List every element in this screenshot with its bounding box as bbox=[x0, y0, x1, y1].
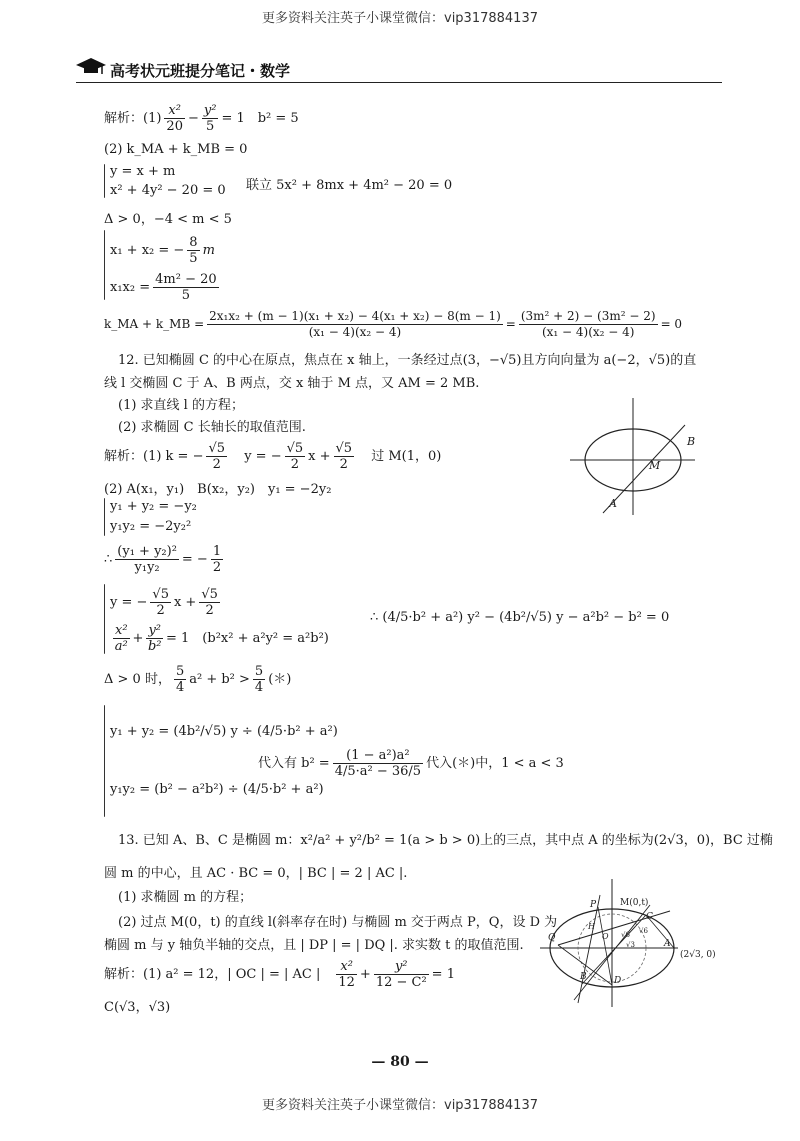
brace bbox=[104, 498, 105, 536]
q13-sol-2: C(√3，√3) bbox=[104, 1000, 171, 1015]
q12-sol-2: (2) A(x₁，y₁) B(x₂，y₂) y₁ = −2y₂ bbox=[104, 482, 332, 497]
prev-delta: Δ > 0，−4 < m < 5 bbox=[104, 212, 232, 227]
q12-line-1: 12. 已知椭圆 C 的中心在原点，焦点在 x 轴上，一条经过点(3，−√5)且方向向量为 a(−2，√5)的直 bbox=[118, 353, 697, 368]
q13-line-2: 圆 m 的中心，且 AC · BC = 0，| BC | = 2 | AC |. bbox=[104, 866, 408, 881]
label-M: M(0,t) bbox=[620, 898, 649, 908]
label-C: C bbox=[646, 912, 653, 922]
label-sqrt3: √3 bbox=[626, 941, 635, 949]
prev-sys1-b: x² + 4y² − 20 = 0 bbox=[110, 183, 226, 198]
header-title: 高考状元班提分笔记・数学 bbox=[110, 62, 291, 80]
q12-sys4-b: $\frac{\text{x²}}{\text{a²}}$ + $\frac{\text{y²}}{\text{b²}} = 1$ (b²x² + a²y² = a²b²) bbox=[114, 623, 329, 654]
q12-part-1: (1) 求直线 l 的方程； bbox=[118, 398, 244, 413]
q13-sol-1: 解析：(1) a² = 12，| OC | = | AC | $\frac{\text{x²}}{12}$ + $\frac{\text{y²}}{\text{12 − C²}}$ = 1 bbox=[104, 959, 455, 990]
q12-sys5-a: y₁ + y₂ = (4b²/√5) y ÷ (4/5·b² + a²) bbox=[110, 724, 338, 739]
watermark-bottom: 更多资料关注英子小课堂微信：vip317884137 bbox=[262, 1098, 538, 1113]
q12-part-2: (2) 求椭圆 C 长轴长的取值范围. bbox=[118, 420, 306, 435]
q12-sys3-a: y₁ + y₂ = −y₂ bbox=[110, 499, 197, 514]
header-rule bbox=[76, 82, 722, 83]
prev-sys1-c: 联立 5x² + 8mx + 4m² − 20 = 0 bbox=[246, 178, 453, 193]
q12-delta: Δ > 0 时， $\frac{5}{4}$ a² + b² > $\frac{5}{4}$ (＊) bbox=[104, 664, 292, 695]
label-B: B bbox=[580, 972, 587, 982]
label-sqrt6-b: √6 bbox=[639, 927, 648, 935]
graduation-cap-icon bbox=[74, 56, 108, 78]
q12-substitute: 代入有 b² = $\frac{\text{(1 − a²)a²}}{\text{4/5·a² − 36/5}}$ 代入(＊)中，1 < a < 3 bbox=[258, 748, 564, 779]
page-number: — 80 — bbox=[371, 1054, 429, 1070]
label-P: P bbox=[590, 900, 597, 910]
q13-part-1: (1) 求椭圆 m 的方程； bbox=[118, 890, 253, 905]
q12-sol-1: 解析：(1) k = − $\frac{√5}{2}$ y = − $\frac{√5}{2}$ x + $\frac{√5}{2}$ 过 M(1，0) bbox=[104, 441, 442, 472]
label-H: H bbox=[588, 922, 595, 931]
q12-sys5-b: y₁y₂ = (b² − a²b²) ÷ (4/5·b² + a²) bbox=[110, 782, 324, 797]
q12-quadratic: ∴ (4/5·b² + a²) y² − (4b²/√5) y − a²b² − b² = 0 bbox=[370, 610, 670, 625]
q12-sys4-a: y = − $\frac{√5}{2}$ x + $\frac{√5}{2}$ bbox=[110, 587, 218, 618]
brace bbox=[104, 584, 105, 654]
label-Q: Q bbox=[548, 933, 556, 943]
brace bbox=[104, 230, 105, 300]
prev-sys1-a: y = x + m bbox=[110, 164, 176, 179]
label-M: M bbox=[649, 459, 661, 472]
ellipse-figure-13 bbox=[538, 875, 720, 1015]
label-O: O bbox=[602, 932, 609, 941]
prev-sys2-b: x₁x₂ = $\frac{\text{4m² − 20}}{5}$ bbox=[110, 272, 217, 303]
label-A: A bbox=[609, 497, 617, 510]
q13-part-2-cont: 椭圆 m 与 y 轴负半轴的交点，且 | DP | = | DQ |. 求实数 t 的取值范围. bbox=[104, 938, 524, 953]
q12-line-2: 线 l 交椭圆 C 于 A、B 两点，交 x 轴于 M 点，又 AM = 2 MB. bbox=[104, 376, 480, 391]
q13-part-2: (2) 过点 M(0，t) 的直线 l(斜率存在时) 与椭圆 m 交于两点 P，Q，设 D 为 bbox=[118, 915, 558, 930]
ellipse-figure-12 bbox=[565, 395, 700, 520]
label-B: B bbox=[687, 435, 696, 448]
q12-therefore-1: ∴ $\frac{\text{(y₁ + y₂)²}}{\text{y₁y₂}}$ = − $\frac{1}{2}$ bbox=[104, 544, 222, 575]
q13-line-1: 13. 已知 A、B、C 是椭圆 m：x²/a² + y²/b² = 1(a > b > 0)上的三点，其中点 A 的坐标为(2√3，0)，BC 过椭 bbox=[118, 833, 773, 848]
prev-line-1: 解析：(1) $\frac{\text{x²}}{20}$ − $\frac{\text{y²}}{5}$ = 1 b² = 5 bbox=[104, 103, 299, 134]
label-A: A bbox=[664, 939, 671, 949]
label-A-coord: (2√3, 0) bbox=[680, 950, 716, 960]
prev-line-2: (2) k_MA + k_MB = 0 bbox=[104, 142, 248, 157]
watermark-top: 更多资料关注英子小课堂微信：vip317884137 bbox=[262, 11, 538, 26]
prev-k-sum: k_MA + k_MB = $\frac{\text{2x₁x₂ + (m − 1)(x₁ + x₂) − 4(x₁ + x₂) − 8(m − 1)}}{\text{(x₁ − 4)(x₂ − 4)}}$ = $\frac{\text{(3m² + 2) − (3m² − 2)}}{\text{(x₁ − 4)(x₂ − 4)}}$ = 0 bbox=[104, 309, 683, 339]
prev-sys2-a: x₁ + x₂ = − $\frac{8}{5}$ m bbox=[110, 235, 215, 266]
brace bbox=[104, 705, 105, 817]
q12-sys3-b: y₁y₂ = −2y₂² bbox=[110, 519, 192, 534]
label-sqrt6-a: √6 bbox=[621, 931, 630, 939]
label-D: D bbox=[614, 976, 622, 986]
brace bbox=[104, 164, 105, 198]
